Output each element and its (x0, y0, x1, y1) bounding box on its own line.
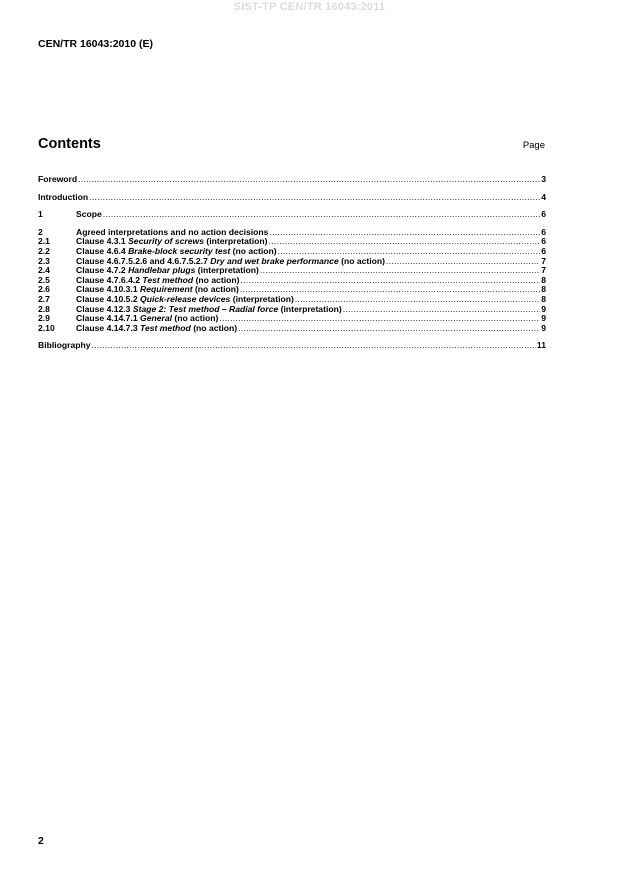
toc-leader-dots (89, 193, 540, 203)
toc-entry-title (38, 193, 88, 203)
toc-leader-dots (238, 324, 540, 334)
toc-entry-page: 11 (536, 340, 546, 351)
toc-entry-title-text: (interpretation) (230, 293, 294, 304)
toc-entry-title-italic: Quick-release devices (140, 293, 231, 304)
toc-entry-number: 2.1 (38, 236, 50, 247)
toc-entry-title-italic: Brake-block security test (128, 245, 231, 256)
toc-entry-title-text: (no action) (338, 255, 386, 266)
toc-entry-number: 2.3 (38, 255, 50, 266)
toc-entry-title-text: Introduction (38, 191, 89, 202)
toc-entry-title-text: Clause 4.3.1 (76, 236, 129, 247)
toc-entry-page: 6 (541, 226, 546, 237)
toc-entry-number: 2.5 (38, 274, 50, 285)
toc-entry-page: 9 (541, 322, 546, 333)
toc-entry-page: 6 (541, 236, 546, 247)
toc-entry-title-text: Bibliography (38, 340, 91, 351)
toc-entry-number: 1 (38, 209, 43, 220)
toc-entry-title (38, 341, 91, 351)
toc-leader-dots (386, 257, 540, 267)
toc-entry-title-text: Clause 4.7.2 (76, 265, 129, 276)
toc-entry-title-text: (interpretation) (204, 236, 268, 247)
toc-entry-title-text: (no action) (192, 284, 239, 295)
toc-entry-page: 4 (541, 191, 546, 202)
toc-entry-title-text: (interpretation) (278, 303, 342, 314)
toc-entry-title-italic: Stage 2: Test method – Radial force (132, 303, 279, 314)
toc-leader-dots (103, 210, 540, 220)
document-id-header: CEN/TR 16043:2010 (E) (38, 38, 153, 50)
toc-leader-dots (92, 341, 536, 351)
toc-entry-title-italic: Test method (142, 274, 194, 285)
toc-leader-dots (269, 237, 541, 247)
toc-entry-page: 6 (541, 245, 546, 256)
toc-entry-number: 2.9 (38, 313, 50, 324)
toc-entry-number: 2.10 (38, 322, 55, 333)
toc-entry-title-text: Clause 4.10.3.1 (76, 284, 141, 295)
toc-entry-title-italic: Dry and wet brake performance (210, 255, 339, 266)
toc-entry[interactable] (38, 175, 546, 185)
toc-entry[interactable] (38, 193, 546, 203)
toc-entry-number: 2 (38, 226, 43, 237)
toc-entry-title-text: Clause 4.6.4 (76, 245, 129, 256)
toc-entry-title-text: Clause 4.7.6.4.2 (76, 274, 143, 285)
toc-entry-title-text: Clause 4.12.3 (76, 303, 133, 314)
toc-entry-page: 9 (541, 303, 546, 314)
toc-entry-title-text: Clause 4.14.7.1 (76, 313, 141, 324)
toc-entry[interactable] (38, 324, 546, 334)
toc-entry-page: 8 (541, 274, 546, 285)
toc-entry-title-text: Foreword (38, 174, 78, 184)
toc-entry-page: 7 (541, 265, 546, 276)
toc-leader-dots (78, 175, 540, 185)
toc-entry-number: 2.8 (38, 303, 50, 314)
toc-leader-dots (269, 228, 540, 238)
watermark-text: SIST-TP CEN/TR 16043:2011 (233, 1, 386, 13)
toc-entry-title-text: (no action) (230, 245, 277, 256)
toc-entry-title-text: Clause 4.10.5.2 (76, 293, 141, 304)
toc-entry-page: 8 (541, 284, 546, 295)
toc-entry-title (76, 210, 102, 220)
page-column-label: Page (522, 140, 545, 151)
toc-entry-title (38, 175, 77, 185)
toc-entry[interactable] (38, 341, 546, 351)
toc-entry-title-italic: Requirement (140, 284, 193, 295)
toc-entry-title-text: (interpretation) (195, 265, 259, 276)
toc-entry-number: 2.2 (38, 245, 50, 256)
footer-page-number: 2 (38, 835, 44, 847)
toc-entry-title-text: (no action) (172, 313, 219, 324)
table-of-contents (38, 175, 546, 351)
toc-entry-page: 6 (541, 209, 546, 220)
toc-entry-title-italic: Handlebar plugs (128, 265, 196, 276)
toc-entry-title-text: (no action) (190, 322, 238, 333)
toc-entry-title-text: Agreed interpretations and no action decisions (76, 226, 269, 237)
toc-leader-dots (260, 266, 540, 276)
toc-entry-title-italic: Test method (140, 322, 191, 333)
toc-entry-number: 2.4 (38, 265, 50, 276)
toc-entry-page: 7 (541, 255, 546, 266)
toc-leader-dots (219, 314, 540, 324)
toc-entry-title-italic: General (140, 313, 173, 324)
toc-entry-title (76, 324, 237, 334)
toc-entry-title-text: Clause 4.14.7.3 (76, 322, 141, 333)
toc-leader-dots (241, 276, 541, 286)
toc-entry-title-text: Scope (76, 209, 102, 220)
toc-entry-title-text: Clause 4.6.7.5.2.6 and 4.6.7.5.2.7 (76, 255, 211, 266)
toc-entry-title-italic: Security of screws (128, 236, 205, 247)
contents-heading: Contents (38, 136, 101, 152)
toc-entry-page: 9 (541, 313, 546, 324)
toc-leader-dots (343, 305, 541, 315)
toc-entry[interactable] (38, 210, 546, 220)
toc-entry-number: 2.6 (38, 284, 50, 295)
toc-entry-title-text: (no action) (193, 274, 240, 285)
toc-entry-number: 2.7 (38, 293, 50, 304)
toc-entry-page: 8 (541, 293, 546, 304)
toc-entry-page: 3 (541, 174, 546, 184)
